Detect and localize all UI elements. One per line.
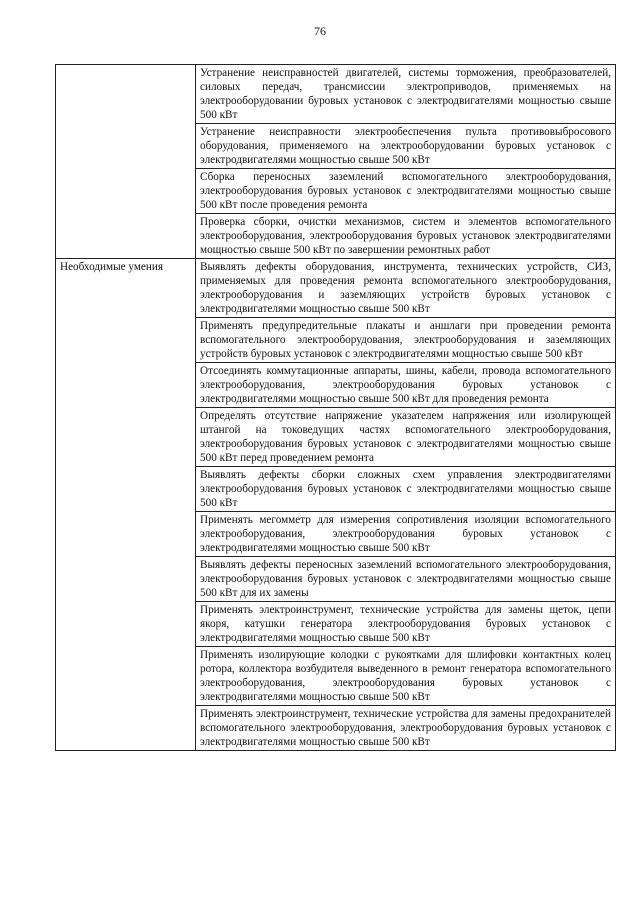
page-number: 76 <box>314 24 326 38</box>
table-row <box>56 65 616 124</box>
table-cell: Устранение неисправностей двигателей, системы торможения, преобразователей, силовых передач, трансмиссии электроприводов, применяемых на электрооборудовании буровых установок с электродвигателями мощностью свыше 500 кВт <box>196 65 616 124</box>
table-cell: Сборка переносных заземлений вспомогательного электрооборудования, электрооборудования буровых установок с электродвигателями мощностью свыше 500 кВт после проведения ремонта <box>196 169 616 214</box>
table-cell: Проверка сборки, очистки механизмов, систем и элементов вспомогательного электрооборудования, электрооборудования буровых установок электродвигателями мощностью свыше 500 кВт по завершении ремонтных работ <box>196 214 616 259</box>
section-label-skills: Необходимые умения <box>56 259 196 751</box>
table-cell: Устранение неисправности электрообеспечения пульта противовыбросового оборудования, применяемого на электрооборудовании буровых установок с электродвигателями мощностью свыше 500 кВт <box>196 124 616 169</box>
table-cell: Выявлять дефекты переносных заземлений вспомогательного электрооборудования, электрооборудования буровых установок с электродвигателями мощностью свыше 500 кВт для их замены <box>196 557 616 602</box>
table-row <box>56 259 616 318</box>
table-cell: Применять предупредительные плакаты и аншлаги при проведении ремонта вспомогательного электрооборудования, электрооборудования и заземляющих устройств буровых установок с электродвигателями мощностью свыше 500 кВт <box>196 318 616 363</box>
table-cell: Выявлять дефекты оборудования, инструмента, технических устройств, СИЗ, применяемых для проведения ремонта вспомогательного электрооборудования, электрооборудования и заземляющих устройств буровых установок с электродвигателями мощностью свыше 500 кВт <box>196 259 616 318</box>
section-label-empty <box>56 65 196 259</box>
table-cell: Применять мегомметр для измерения сопротивления изоляции вспомогательного электрооборудования, электрооборудования буровых установок с электродвигателями мощностью свыше 500 кВт <box>196 512 616 557</box>
table-cell: Применять электроинструмент, технические устройства для замены предохранителей вспомогательного электрооборудования, электрооборудования буровых установок с электродвигателями мощностью свыше 500 кВт <box>196 706 616 751</box>
requirements-table <box>55 64 616 751</box>
table-cell: Отсоединять коммутационные аппараты, шины, кабели, провода вспомогательного электрооборудования, электрооборудования буровых установок с электродвигателями мощностью свыше 500 кВт для проведения ремонта <box>196 363 616 408</box>
table-cell: Выявлять дефекты сборки сложных схем управления электродвигателями электрооборудования буровых установок с электродвигателями мощностью свыше 500 кВт <box>196 467 616 512</box>
table-cell: Применять изолирующие колодки с рукоятками для шлифовки контактных колец ротора, коллектора возбудителя выведенного в ремонт генератора вспомогательного электрооборудования, электрооборудования буровых установок с электродвигателями мощностью свыше 500 кВт <box>196 647 616 706</box>
table-cell: Применять электроинструмент, технические устройства для замены щеток, цепи якоря, катушки генератора электрооборудования буровых установок с электродвигателями мощностью свыше 500 кВт <box>196 602 616 647</box>
table-cell: Определять отсутствие напряжение указателем напряжения или изолирующей штангой на токоведущих частях вспомогательного электрооборудования, электрооборудования буровых установок с электродвигателями мощностью свыше 500 кВт перед проведением ремонта <box>196 408 616 467</box>
